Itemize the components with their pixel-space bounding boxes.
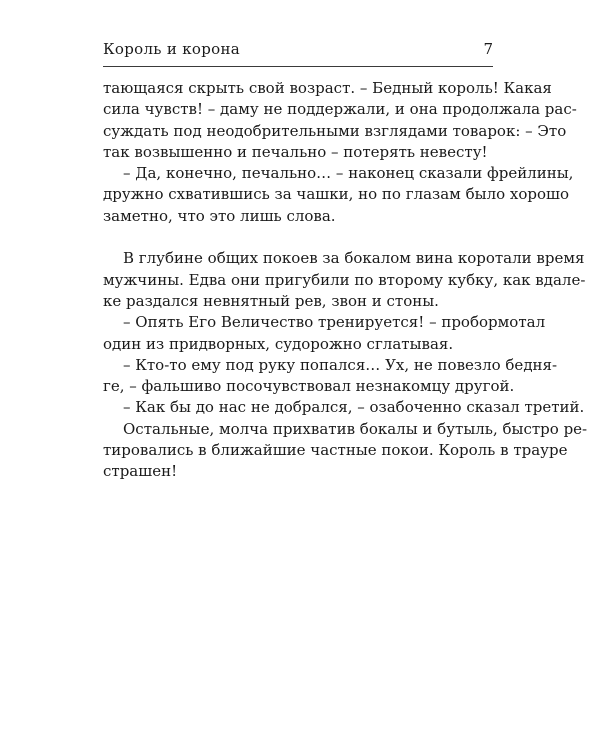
body-text [103, 78, 588, 483]
running-header [103, 40, 493, 67]
text-line: – Опять Его Величество тренируется! – пробормотал [123, 313, 546, 332]
text-line: мужчины. Едва они пригубили по второму кубку, как вдале- [103, 270, 586, 289]
text-line: так возвышенно и печально – потерять невесту! [103, 142, 488, 161]
text-line: один из придворных, судорожно сглатывая. [103, 334, 454, 353]
page-number: 7 [483, 40, 493, 58]
text-line: – Да, конечно, печально… – наконец сказали фрейлины, [123, 164, 574, 183]
text-line: тающаяся скрыть свой возраст. – Бедный король! Какая [103, 79, 552, 97]
text-line: заметно, что это лишь слова. [103, 206, 336, 225]
section-break [103, 227, 493, 248]
text-line: – Кто-то ему под руку попался… Ух, не повезло бедня- [123, 355, 558, 374]
text-line: сила чувств! – даму не поддержали, и она продолжала рас- [103, 100, 577, 119]
text-line: ке раздался невнятный рев, звон и стоны. [103, 291, 439, 310]
text-line: Остальные, молча прихватив бокалы и бутыль, быстро ре- [123, 419, 588, 438]
text-line: В глубине общих покоев за бокалом вина коротали время [123, 249, 585, 268]
text-line: страшен! [103, 462, 178, 481]
text-line: – Как бы до нас не добрался, – озабоченно сказал третий. [123, 398, 585, 417]
text-line: суждать под неодобрительными взглядами товарок: – Это [103, 121, 567, 140]
text-line: ге, – фальшиво посочувствовал незнакомцу другой. [103, 377, 515, 396]
running-title: Король и корона [103, 40, 240, 58]
text-line: тировались в ближайшие частные покои. Король в трауре [103, 441, 568, 460]
text-line: дружно схватившись за чашки, но по глазам было хорошо [103, 185, 570, 204]
